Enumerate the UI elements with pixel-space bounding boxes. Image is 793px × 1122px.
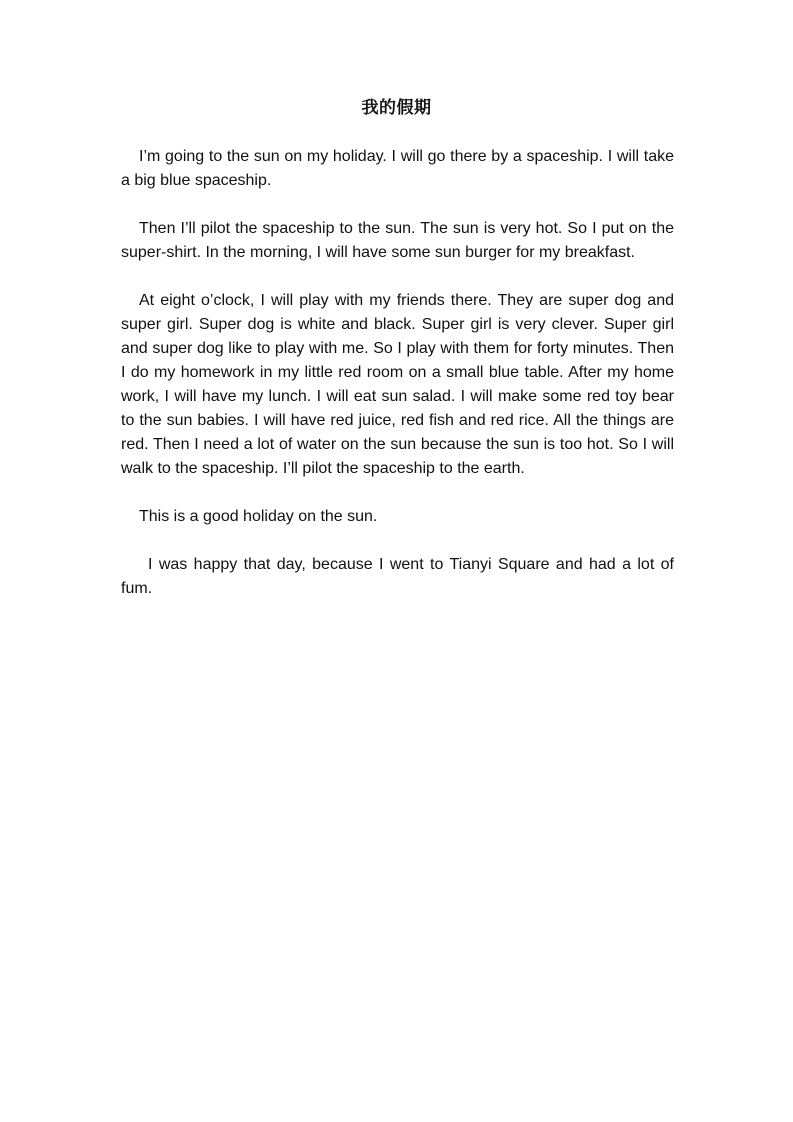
document-body xyxy=(121,145,674,625)
paragraph-5: I was happy that day, because I went to Tianyi Square and had a lot of fum. xyxy=(121,556,674,597)
paragraph-3: At eight o’clock, I will play with my friends there. They are super dog and super girl. Super dog is white and black. Super girl is very clever. Super girl and super dog like to play with me. So I play with them for forty minutes. Then I do my homework in my little red room on a small blue table. After my home work, I will have my lunch. I will eat sun salad. I will make some red toy bear to the sun babies. I will have red juice, red fish and red rice. All the things are red. Then I need a lot of water on the sun because the sun is too hot. So I will walk to the spaceship. I’ll pilot the spaceship to the earth. xyxy=(121,292,674,477)
paragraph-2: Then I’ll pilot the spaceship to the sun. The sun is very hot. So I put on the super-shirt. In the morning, I will have some sun burger for my breakfast. xyxy=(121,220,674,261)
paragraph-1: I’m going to the sun on my holiday. I will go there by a spaceship. I will take a big blue spaceship. xyxy=(121,148,674,189)
document-title: 我的假期 xyxy=(361,98,432,118)
paragraph-4: This is a good holiday on the sun. xyxy=(139,508,378,525)
